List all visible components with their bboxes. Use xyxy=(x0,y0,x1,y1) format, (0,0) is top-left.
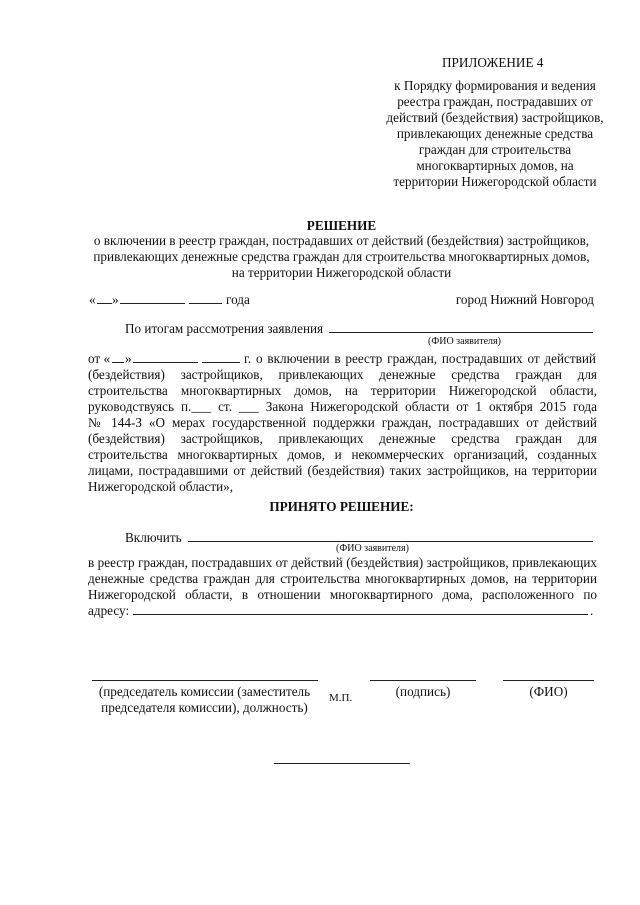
intro-text: По итогам рассмотрения заявления xyxy=(125,321,324,336)
date-month-blank xyxy=(120,303,185,304)
resolution-line: Нижегородской области, в отношении многоквартирного дома, расположенного по xyxy=(88,587,597,602)
appendix-line: действий (бездействия) застройщиков, xyxy=(386,110,604,125)
chair-caption xyxy=(82,684,327,716)
include-applicant-blank xyxy=(188,541,593,542)
date-year-word: года xyxy=(226,292,250,307)
appendix-line: к Порядку формирования и ведения xyxy=(394,78,596,93)
date-year-blank xyxy=(189,303,222,304)
appendix-text xyxy=(360,78,630,190)
body-line: строительства многоквартирных домов, и некоммерческих организаций, созданных xyxy=(88,447,597,462)
from-rest: г. о включении в реестр граждан, пострадавших от действий xyxy=(244,351,596,366)
applicant-caption: (ФИО заявителя) xyxy=(428,336,501,347)
address-label: адресу: xyxy=(88,603,130,618)
body-line: строительства многоквартирных домов, на территории Нижегородской области, xyxy=(88,383,597,398)
address-end: . xyxy=(590,603,594,618)
city-name: город Нижний Новгород xyxy=(455,292,594,307)
decision-title: РЕШЕНИЕ xyxy=(306,218,377,233)
body-paragraph xyxy=(88,367,597,495)
chair-caption-line: (председатель комиссии (заместитель xyxy=(98,684,311,699)
address-blank xyxy=(133,614,588,615)
chair-signature-line xyxy=(92,680,318,681)
body-line: руководствуясь п.___ ст. ___ Закона Нижегородской области от 1 октября 2015 года xyxy=(88,399,597,414)
from-close: » xyxy=(125,351,132,366)
body-line: Нижегородской области», xyxy=(88,479,234,494)
appendix-title: ПРИЛОЖЕНИЕ 4 xyxy=(442,55,544,70)
body-line: № 144-З «О мерах государственной поддержки граждан, пострадавших от действий xyxy=(88,415,597,430)
from-day-blank xyxy=(112,362,124,363)
appendix-line: реестра граждан, пострадавших от xyxy=(397,94,593,109)
signature-line xyxy=(370,680,476,681)
resolution-line: денежные средства граждан для строительства многоквартирных домов, на территории xyxy=(88,571,597,586)
include-applicant-caption: (ФИО заявителя) xyxy=(336,543,409,554)
body-line: (бездействия) застройщиков, привлекающих денежные средства граждан для xyxy=(88,431,597,446)
decision-subtitle-line: на территории Нижегородской области xyxy=(231,265,452,280)
decision-subtitle xyxy=(40,233,640,281)
decision-subtitle-line: о включении в реестр граждан, пострадавших от действий (бездействия) застройщиков, xyxy=(93,233,590,248)
include-label: Включить xyxy=(125,530,182,545)
from-year-blank xyxy=(202,362,240,363)
chair-caption-line: председателя комиссии), должность) xyxy=(101,700,308,715)
applicant-blank xyxy=(329,332,593,333)
resolution-line: в реестр граждан, пострадавших от действий (бездействия) застройщиков, привлекающих xyxy=(88,555,597,570)
body-line: (бездействия) застройщиков, привлекающих денежные средства граждан для xyxy=(88,367,597,382)
body-line: лицами, пострадавшими от действий (бездействия) таких застройщиков, на территории xyxy=(88,463,597,478)
fio-caption: (ФИО) xyxy=(529,684,568,699)
decision-subtitle-line: привлекающих денежные средства граждан для строительства многоквартирных домов, xyxy=(93,249,590,264)
resolution-paragraph xyxy=(88,555,597,603)
appendix-line: граждан для строительства xyxy=(418,142,572,157)
date-day-blank xyxy=(97,303,112,304)
from-month-blank xyxy=(133,362,198,363)
appendix-line: территории Нижегородской области xyxy=(393,174,597,189)
signature-caption: (подпись) xyxy=(395,684,451,699)
appendix-line: привлекающих денежные средства xyxy=(396,126,594,141)
appendix-line: многоквартирных домов, на xyxy=(416,158,574,173)
stamp-label: М.П. xyxy=(329,692,353,704)
closing-rule xyxy=(274,763,410,764)
resolution-title: ПРИНЯТО РЕШЕНИЕ: xyxy=(269,499,414,514)
from-open: от « xyxy=(88,351,111,366)
fio-line xyxy=(503,680,594,681)
date-quote-close: » xyxy=(112,292,119,307)
date-quote-open: « xyxy=(89,292,96,307)
